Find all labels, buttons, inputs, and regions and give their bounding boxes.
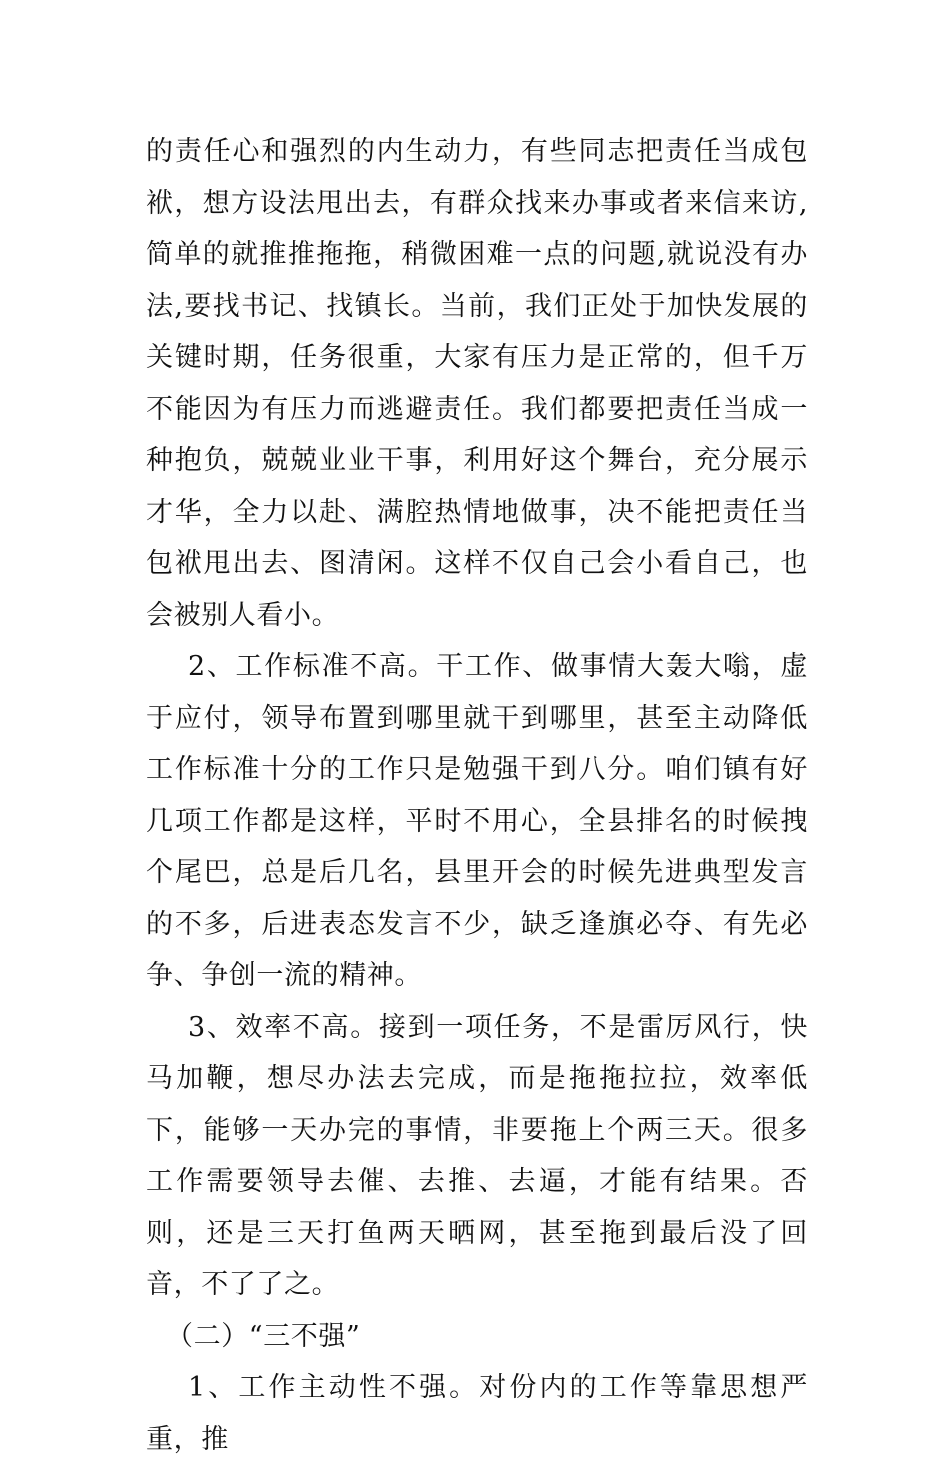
paragraph-initiative: 1、工作主动性不强。对份内的工作等靠思想严重，推 xyxy=(146,1372,808,1455)
section-heading-san-bu-qiang: （二）“三不强” xyxy=(166,1320,361,1352)
document-body xyxy=(146,126,808,1465)
paragraph-work-standard: 2、工作标准不高。干工作、做事情大轰大嗡，虚于应付，领导布置到哪里就干到哪里，甚至主动降低工作标准十分的工作只是勉强干到八分。咱们镇有好几项工作都是这样，平时不用心，全县排名的时候拽个尾巴，总是后几名，县里开会的时候先进典型发言的不多，后进表态发言不少，缺乏逢旗必夺、有先必争、争创一流的精神。 xyxy=(146,651,808,991)
paragraph-efficiency: 3、效率不高。接到一项任务，不是雷厉风行，快马加鞭，想尽办法去完成，而是拖拖拉拉，效率低下，能够一天办完的事情，非要拖上个两三天。很多工作需要领导去催、去推、去逼，才能有结果。否则，还是三天打鱼两天晒网，甚至拖到最后没了回音，不了了之。 xyxy=(146,1011,808,1300)
paragraph-responsibility: 的责任心和强烈的内生动力，有些同志把责任当成包袱，想方设法甩出去，有群众找来办事或者来信来访,简单的就推推拖拖，稍微困难一点的问题,就说没有办法,要找书记、找镇长。当前，我们正处于加快发展的关键时期，任务很重，大家有压力是正常的，但千万不能因为有压力而逃避责任。我们都要把责任当成一种抱负，兢兢业业干事，利用好这个舞台，充分展示才华，全力以赴、满腔热情地做事，决不能把责任当包袱甩出去、图清闲。这样不仅自己会小看自己，也会被别人看小。 xyxy=(146,136,808,631)
